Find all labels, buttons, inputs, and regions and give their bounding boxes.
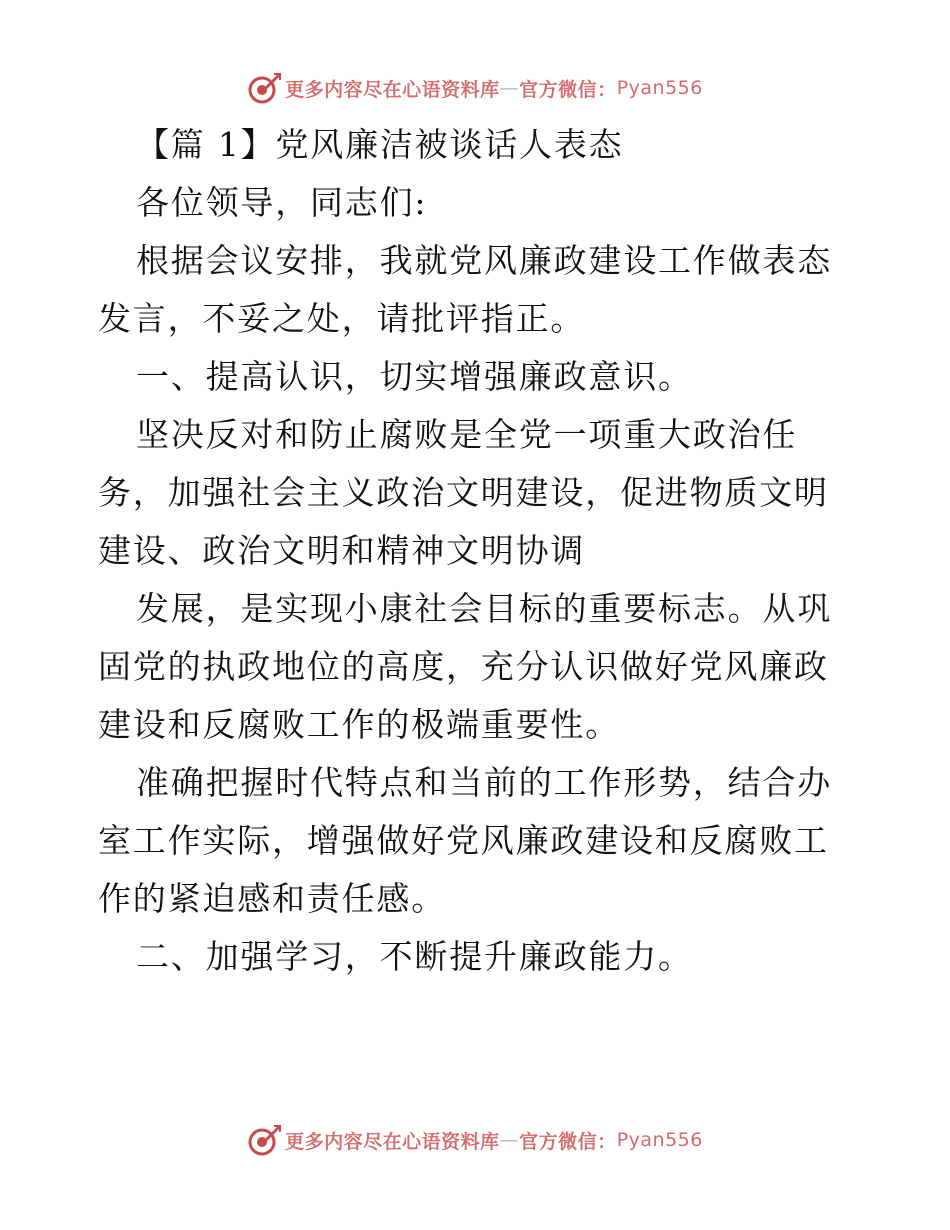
quill-seal-icon (247, 1123, 281, 1157)
paragraph-body: 发展，是实现小康社会目标的重要标志。从巩固党的执政地位的高度，充分认识做好党风廉政建设和反腐败工作的极端重要性。 (98, 589, 832, 744)
watermark-wechat-id: Pyan556 (616, 77, 703, 99)
section-heading-1: 一、提高认识，切实增强廉政意识。 (136, 357, 693, 396)
section-heading-2: 二、加强学习，不断提升廉政能力。 (136, 937, 693, 976)
watermark-separator: — (499, 1129, 520, 1151)
watermark-separator: — (499, 77, 520, 99)
document-title: 【篇 1】党风廉洁被谈话人表态 (136, 125, 624, 164)
paragraph-body: 坚决反对和防止腐败是全党一项重大政治任务，加强社会主义政治文明建设，促进物质文明建设、政治文明和精神文明协调 (98, 415, 829, 570)
paragraph-body: 准确把握时代特点和当前的工作形势，结合办室工作实际，增强做好党风廉政建设和反腐败工作的紧迫感和责任感。 (98, 763, 832, 918)
watermark-wechat-id: Pyan556 (616, 1129, 703, 1151)
header-watermark (0, 70, 950, 106)
watermark-text: 更多内容尽在心语资料库 (285, 78, 500, 101)
paragraph-salutation: 各位领导，同志们: (136, 183, 428, 222)
document-body (98, 116, 852, 986)
quill-seal-icon (247, 71, 281, 105)
paragraph-intro: 根据会议安排，我就党风廉政建设工作做表态发言，不妥之处，请批评指正。 (98, 241, 832, 338)
footer-watermark (0, 1122, 950, 1158)
watermark-wechat-label: 官方微信： (519, 1130, 617, 1153)
watermark-wechat-label: 官方微信： (519, 78, 617, 101)
watermark-text: 更多内容尽在心语资料库 (285, 1130, 500, 1153)
